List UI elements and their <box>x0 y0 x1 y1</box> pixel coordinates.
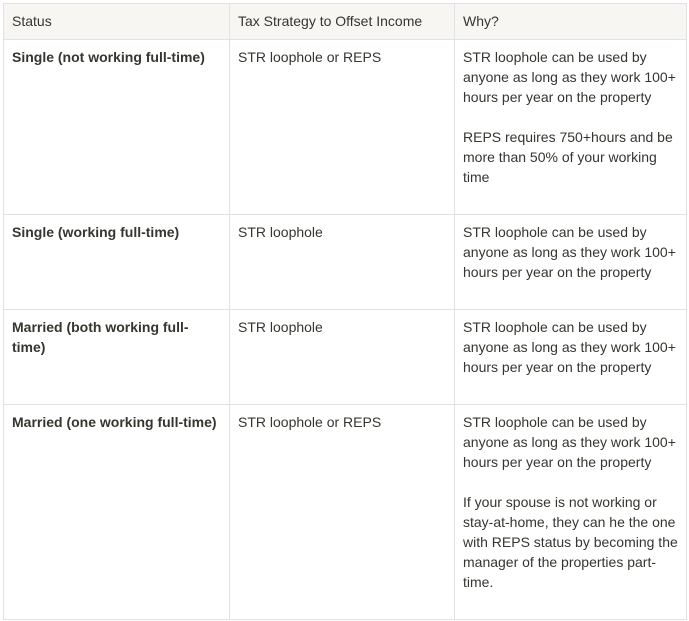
status-cell: Single (not working full-time) <box>4 40 230 215</box>
why-paragraph: STR loophole can be used by anyone as long as they work 100+ hours per year on the property <box>463 319 676 375</box>
tax-strategy-table <box>3 3 687 620</box>
why-paragraph: STR loophole can be used by anyone as long as they work 100+ hours per year on the property <box>463 224 676 280</box>
table-row <box>4 215 687 310</box>
strategy-cell: STR loophole <box>230 215 455 310</box>
header-why: Why? <box>455 4 687 40</box>
why-cell <box>455 405 687 620</box>
table-header-row <box>4 4 687 40</box>
status-cell: Married (both working full-time) <box>4 310 230 405</box>
header-status: Status <box>4 4 230 40</box>
strategy-cell: STR loophole or REPS <box>230 40 455 215</box>
why-paragraph: STR loophole can be used by anyone as long as they work 100+ hours per year on the property <box>463 414 676 470</box>
header-tax-strategy: Tax Strategy to Offset Income <box>230 4 455 40</box>
table-row <box>4 405 687 620</box>
why-cell <box>455 215 687 310</box>
why-cell <box>455 310 687 405</box>
table-row <box>4 310 687 405</box>
why-paragraph: STR loophole can be used by anyone as long as they work 100+ hours per year on the property <box>463 49 676 105</box>
strategy-cell: STR loophole <box>230 310 455 405</box>
table-row <box>4 40 687 215</box>
status-cell: Married (one working full-time) <box>4 405 230 620</box>
status-cell: Single (working full-time) <box>4 215 230 310</box>
why-paragraph: If your spouse is not working or stay-at-home, they can he the one with REPS status by becoming the manager of the properties part-time. <box>463 494 678 590</box>
strategy-cell: STR loophole or REPS <box>230 405 455 620</box>
why-cell <box>455 40 687 215</box>
table-container <box>3 3 687 620</box>
why-paragraph: REPS requires 750+hours and be more than 50% of your working time <box>463 129 673 185</box>
